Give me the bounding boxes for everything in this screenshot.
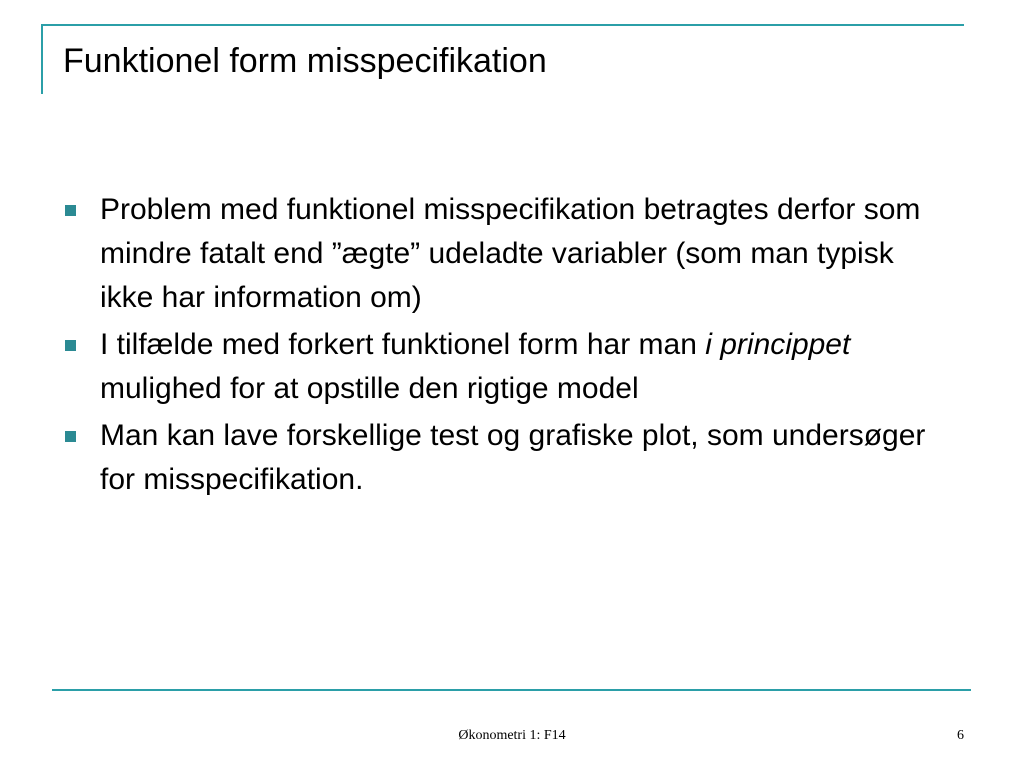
square-bullet-icon bbox=[65, 431, 76, 442]
bullet-text: Problem med funktionel misspecifikation betragtes derfor som mindre fatalt end ”ægte” udeladte variabler (som man typisk ikke har information om) bbox=[100, 193, 921, 314]
bullet-list bbox=[60, 188, 950, 505]
page-number: 6 bbox=[957, 728, 964, 743]
footer-divider bbox=[52, 689, 971, 691]
bullet-text-part: mulighed for at opstille den rigtige model bbox=[100, 372, 639, 405]
bullet-item bbox=[60, 414, 950, 502]
bullet-text: Man kan lave forskellige test og grafiske plot, som undersøger for misspecifikation. bbox=[100, 419, 926, 496]
footer-title: Økonometri 1: F14 bbox=[458, 728, 566, 743]
bullet-text bbox=[100, 328, 850, 405]
square-bullet-icon bbox=[65, 340, 76, 351]
title-accent-vertical-line bbox=[41, 24, 43, 94]
bullet-text-emphasis: i princippet bbox=[705, 328, 851, 361]
bullet-text-part: I tilfælde med forkert funktionel form har man bbox=[100, 328, 706, 361]
title-accent-top-line bbox=[41, 24, 964, 26]
slide-title: Funktionel form misspecifikation bbox=[63, 42, 547, 80]
bullet-item bbox=[60, 188, 950, 320]
square-bullet-icon bbox=[65, 205, 76, 216]
bullet-item bbox=[60, 323, 950, 411]
